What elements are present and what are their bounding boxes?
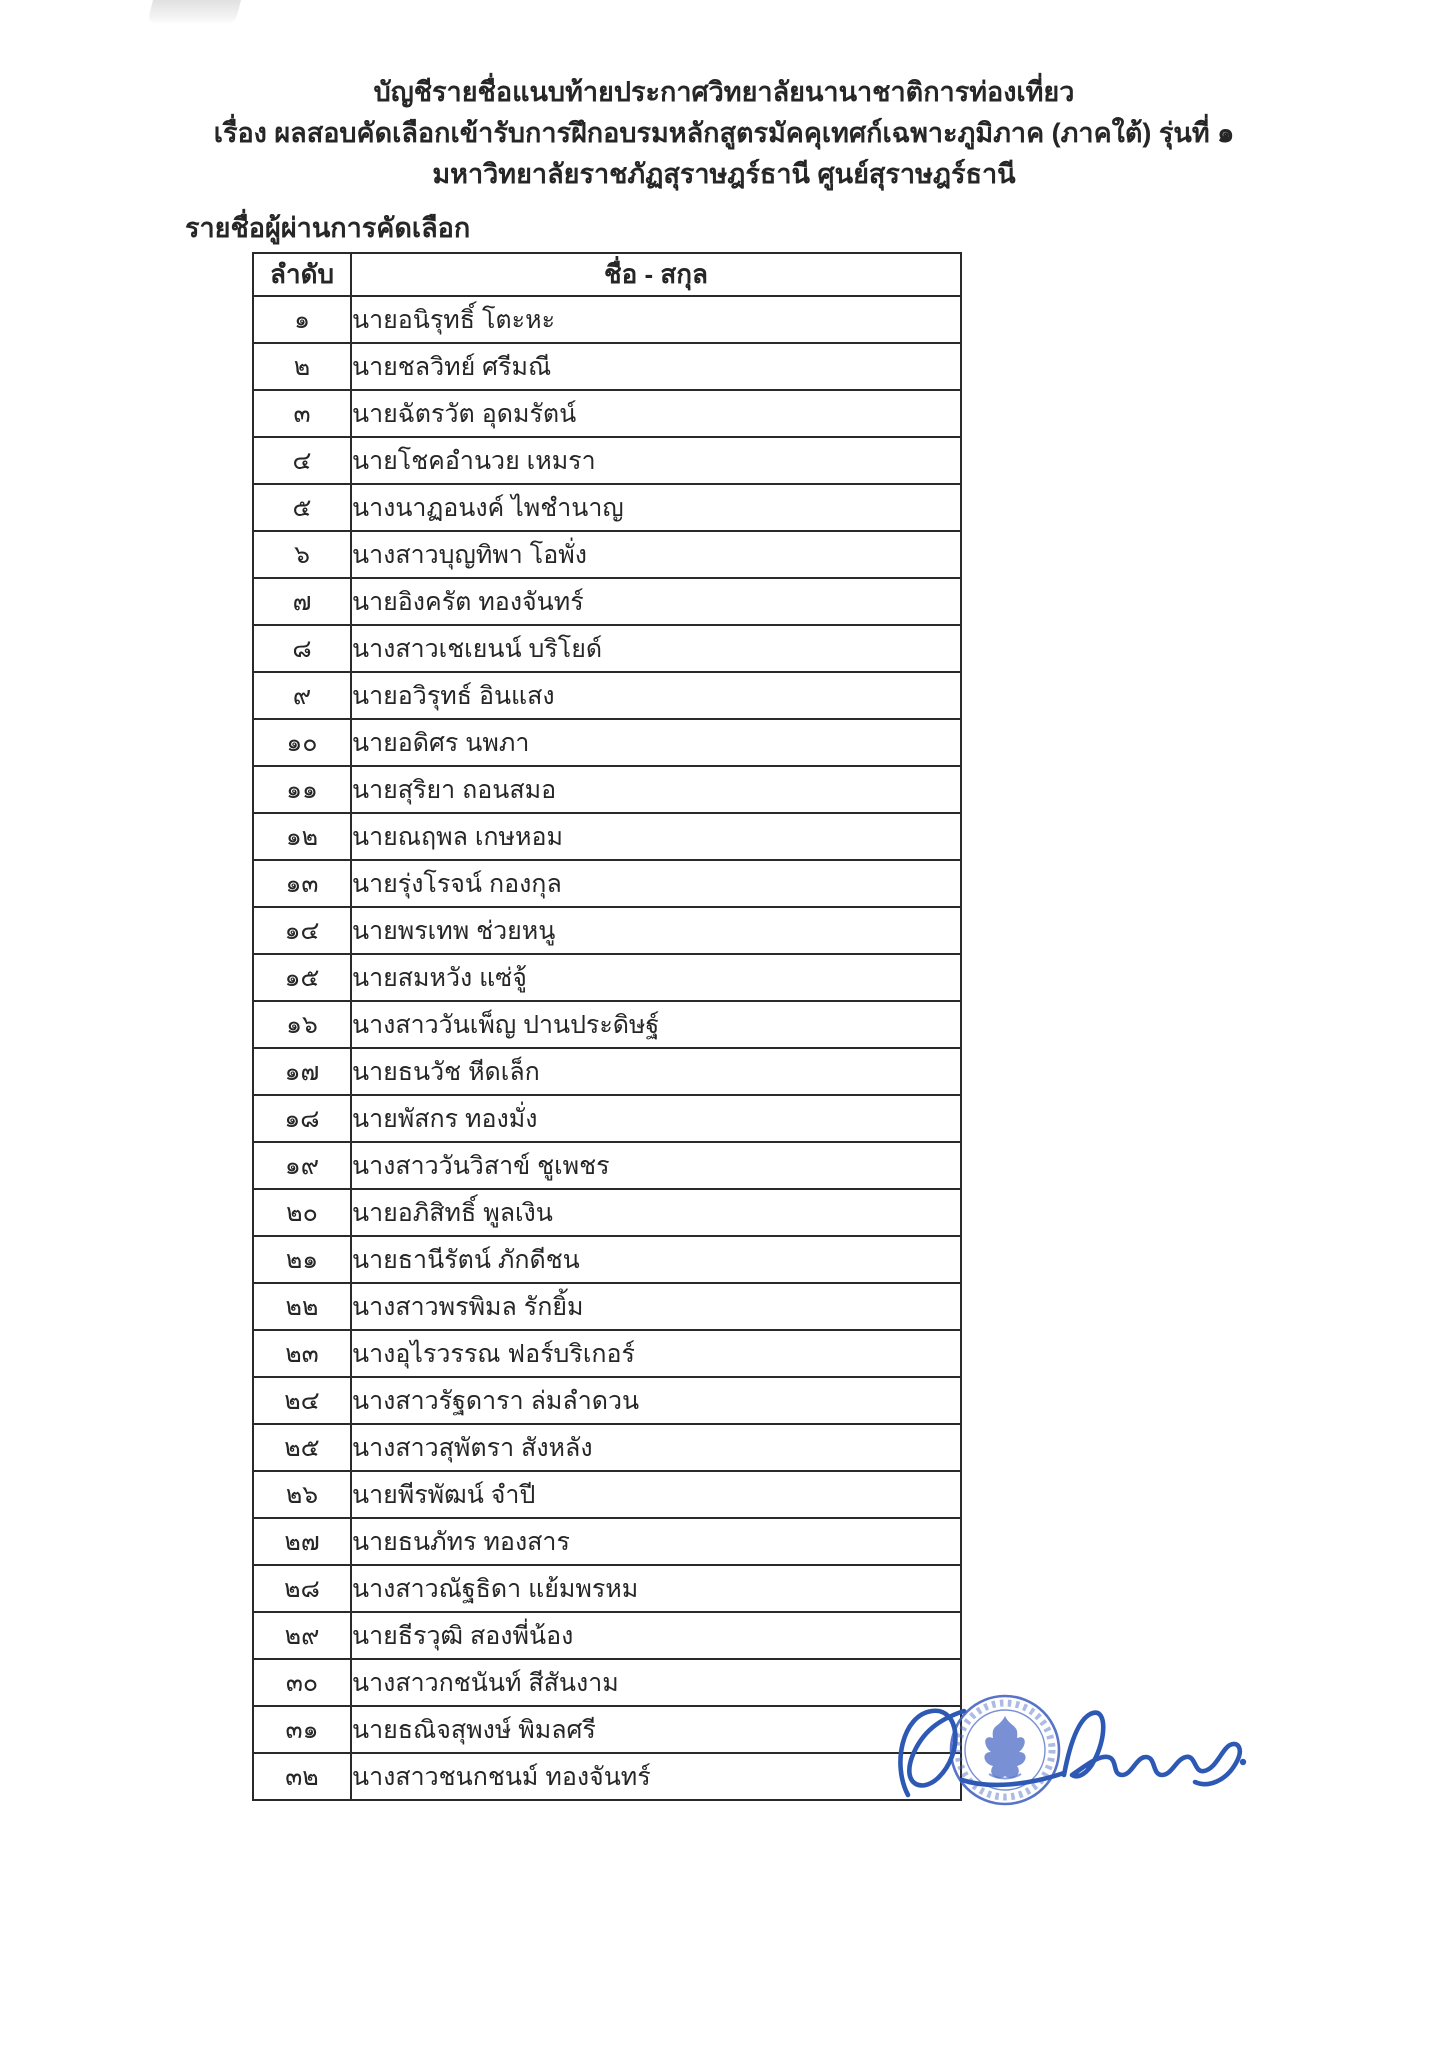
row-name: นายอดิศร นพภา bbox=[351, 719, 961, 766]
table-row bbox=[253, 1753, 961, 1800]
row-number: ๕ bbox=[253, 484, 351, 531]
row-number: ๒๘ bbox=[253, 1565, 351, 1612]
table-row bbox=[253, 578, 961, 625]
table-row bbox=[253, 766, 961, 813]
row-name: นายธนภัทร ทองสาร bbox=[351, 1518, 961, 1565]
row-name: นายณฤพล เกษหอม bbox=[351, 813, 961, 860]
table-row bbox=[253, 1001, 961, 1048]
row-name: นายพัสกร ทองมั่ง bbox=[351, 1095, 961, 1142]
row-name: นางสาวรัฐดารา ล่มลำดวน bbox=[351, 1377, 961, 1424]
row-number: ๑๕ bbox=[253, 954, 351, 1001]
header-no: ลำดับ bbox=[253, 253, 351, 296]
handwritten-signature-icon bbox=[900, 1711, 1246, 1795]
row-number: ๑๙ bbox=[253, 1142, 351, 1189]
row-number: ๑๗ bbox=[253, 1048, 351, 1095]
row-name: นางสาวบุญทิพา โอพั่ง bbox=[351, 531, 961, 578]
row-name: นายธานีรัตน์ ภักดีชน bbox=[351, 1236, 961, 1283]
title-line-2: เรื่อง ผลสอบคัดเลือกเข้ารับการฝึกอบรมหลักสูตรมัคคุเทศก์เฉพาะภูมิภาค (ภาคใต้) รุ่นที่ ๑ bbox=[213, 118, 1235, 148]
row-number: ๒๔ bbox=[253, 1377, 351, 1424]
row-number: ๒๕ bbox=[253, 1424, 351, 1471]
table-row bbox=[253, 343, 961, 390]
table-row bbox=[253, 1565, 961, 1612]
row-number: ๑ bbox=[253, 296, 351, 343]
row-number: ๙ bbox=[253, 672, 351, 719]
row-name: นายฉัตรวัต อุดมรัตน์ bbox=[351, 390, 961, 437]
table-header bbox=[253, 253, 961, 296]
table-row bbox=[253, 860, 961, 907]
table-row bbox=[253, 1048, 961, 1095]
table-row bbox=[253, 1189, 961, 1236]
row-name: นางสาวกชนันท์ สีสันงาม bbox=[351, 1659, 961, 1706]
row-name: นายอนิรุทธิ์ โตะหะ bbox=[351, 296, 961, 343]
table-row bbox=[253, 296, 961, 343]
row-name: นายสมหวัง แซ่จู้ bbox=[351, 954, 961, 1001]
row-number: ๑๔ bbox=[253, 907, 351, 954]
header-name: ชื่อ - สกุล bbox=[351, 253, 961, 296]
table-body bbox=[253, 296, 961, 1800]
row-name: นายอภิสิทธิ์ พูลเงิน bbox=[351, 1189, 961, 1236]
table-row bbox=[253, 1659, 961, 1706]
table-row bbox=[253, 531, 961, 578]
row-number: ๔ bbox=[253, 437, 351, 484]
row-number: ๒๒ bbox=[253, 1283, 351, 1330]
table-row bbox=[253, 813, 961, 860]
table-row bbox=[253, 1283, 961, 1330]
table-row bbox=[253, 437, 961, 484]
row-number: ๘ bbox=[253, 625, 351, 672]
row-number: ๗ bbox=[253, 578, 351, 625]
row-name: นายรุ่งโรจน์ กองกุล bbox=[351, 860, 961, 907]
row-number: ๖ bbox=[253, 531, 351, 578]
row-name: นางสาวชนกชนม์ ทองจันทร์ bbox=[351, 1753, 961, 1800]
table-row bbox=[253, 907, 961, 954]
table-row bbox=[253, 1424, 961, 1471]
row-number: ๒๙ bbox=[253, 1612, 351, 1659]
table-row bbox=[253, 1142, 961, 1189]
title-line-1: บัญชีรายชื่อแนบท้ายประกาศวิทยาลัยนานาชาติการท่องเที่ยว bbox=[373, 77, 1075, 107]
row-number: ๒๑ bbox=[253, 1236, 351, 1283]
row-name: นายสุริยา ถอนสมอ bbox=[351, 766, 961, 813]
title-line-3: มหาวิทยาลัยราชภัฏสุราษฎร์ธานี ศูนย์สุราษฎร์ธานี bbox=[432, 159, 1016, 189]
scan-artifact bbox=[147, 0, 241, 24]
table-row bbox=[253, 1236, 961, 1283]
row-name: นายอิงครัต ทองจันทร์ bbox=[351, 578, 961, 625]
row-name: นางสาววันวิสาข์ ชูเพชร bbox=[351, 1142, 961, 1189]
roster-table bbox=[252, 252, 962, 1801]
row-number: ๒๗ bbox=[253, 1518, 351, 1565]
row-number: ๑๐ bbox=[253, 719, 351, 766]
row-number: ๓๐ bbox=[253, 1659, 351, 1706]
document-title bbox=[0, 72, 1448, 195]
row-name: นายธณิจสุพงษ์ พิมลศรี bbox=[351, 1706, 961, 1753]
signature-block bbox=[878, 1683, 1273, 1893]
table-row bbox=[253, 1377, 961, 1424]
row-number: ๓๑ bbox=[253, 1706, 351, 1753]
table-row bbox=[253, 625, 961, 672]
table-row bbox=[253, 1518, 961, 1565]
section-heading: รายชื่อผู้ผ่านการคัดเลือก bbox=[185, 213, 471, 243]
table-row bbox=[253, 672, 961, 719]
row-number: ๑๓ bbox=[253, 860, 351, 907]
row-name: นายพรเทพ ช่วยหนู bbox=[351, 907, 961, 954]
row-name: นายธนวัช หีดเล็ก bbox=[351, 1048, 961, 1095]
row-name: นางนาฏอนงค์ ไพชำนาญ bbox=[351, 484, 961, 531]
row-name: นายชลวิทย์ ศรีมณี bbox=[351, 343, 961, 390]
table-row bbox=[253, 1095, 961, 1142]
row-name: นายพีรพัฒน์ จำปี bbox=[351, 1471, 961, 1518]
row-name: นางอุไรวรรณ ฟอร์บริเกอร์ bbox=[351, 1330, 961, 1377]
row-name: นางสาวพรพิมล รักยิ้ม bbox=[351, 1283, 961, 1330]
table-row bbox=[253, 1471, 961, 1518]
table-row bbox=[253, 390, 961, 437]
row-number: ๓ bbox=[253, 390, 351, 437]
row-number: ๒๐ bbox=[253, 1189, 351, 1236]
row-number: ๑๒ bbox=[253, 813, 351, 860]
table-row bbox=[253, 1706, 961, 1753]
table-row bbox=[253, 1330, 961, 1377]
row-name: นายอวิรุทธ์ อินแสง bbox=[351, 672, 961, 719]
table-row bbox=[253, 719, 961, 766]
row-number: ๑๘ bbox=[253, 1095, 351, 1142]
row-name: นายโชคอำนวย เหมรา bbox=[351, 437, 961, 484]
row-number: ๑๖ bbox=[253, 1001, 351, 1048]
row-name: นางสาวสุพัตรา สังหลัง bbox=[351, 1424, 961, 1471]
round-stamp-icon bbox=[951, 1696, 1059, 1804]
row-name: นายธีรวุฒิ สองพี่น้อง bbox=[351, 1612, 961, 1659]
row-number: ๒๖ bbox=[253, 1471, 351, 1518]
table-row bbox=[253, 954, 961, 1001]
header-row bbox=[253, 253, 961, 296]
row-name: นางสาวณัฐธิดา แย้มพรหม bbox=[351, 1565, 961, 1612]
row-number: ๑๑ bbox=[253, 766, 351, 813]
row-number: ๓๒ bbox=[253, 1753, 351, 1800]
table-row bbox=[253, 1612, 961, 1659]
row-number: ๒๓ bbox=[253, 1330, 351, 1377]
row-name: นางสาววันเพ็ญ ปานประดิษฐ์ bbox=[351, 1001, 961, 1048]
signature-stamp-svg bbox=[878, 1683, 1273, 1893]
row-name: นางสาวเชเยนน์ บริโยด์ bbox=[351, 625, 961, 672]
row-number: ๒ bbox=[253, 343, 351, 390]
table-row bbox=[253, 484, 961, 531]
